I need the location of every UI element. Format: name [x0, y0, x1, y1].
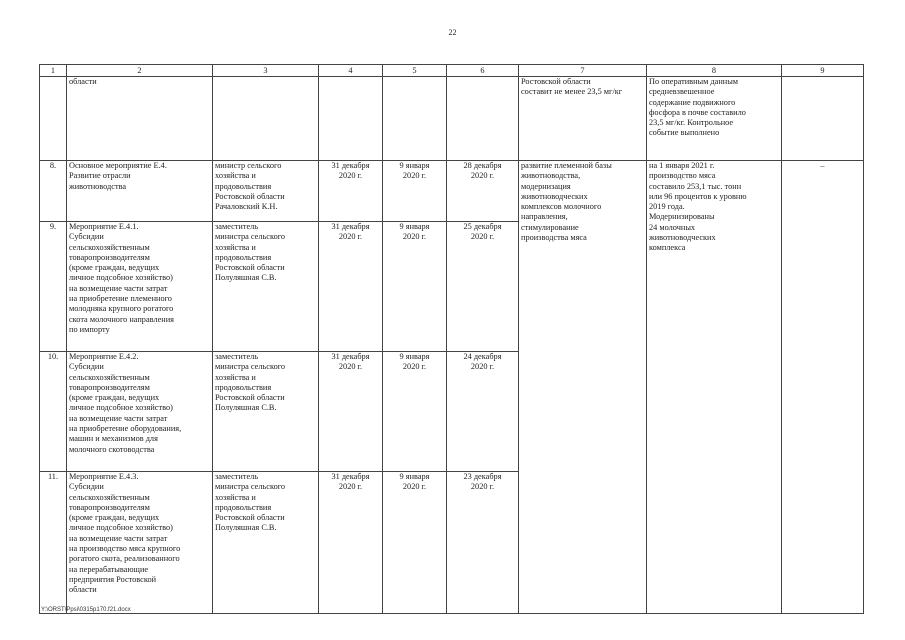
responsible-person: министр сельского хозяйства и продовольствия Ростовской области Рачаловский К.Н.: [215, 161, 285, 212]
activity-name: Мероприятие Е.4.3. Субсидии сельскохозяйственным товаропроизводителям (кроме граждан, ведущих личное подсобное хозяйство) на возмещение части затрат на производство мяса крупного рогатого скота, реализованного на перерабатывающие предприятия Ростовской области: [69, 472, 181, 595]
table-header-row: [40, 65, 864, 77]
actual-start-date: 9 января 2020 г.: [399, 161, 430, 181]
header-col-7: 7: [519, 65, 647, 77]
header-col-4: 4: [319, 65, 383, 77]
merged-expected-result: развитие племенной базы животноводства, модернизация животноводческих комплексов молочного направления, стимулирование производства мяса: [521, 161, 612, 243]
plan-end-date: 31 декабря 2020 г.: [331, 352, 370, 372]
header-col-1: 1: [40, 65, 67, 77]
row-number: 9.: [40, 222, 67, 352]
report-table: [39, 64, 864, 614]
header-col-3: 3: [213, 65, 319, 77]
actual-end-date: 24 декабря 2020 г.: [463, 352, 502, 372]
actual-start-date: 9 января 2020 г.: [399, 472, 430, 492]
actual-end-date: 23 декабря 2020 г.: [463, 472, 502, 492]
responsible-person: заместитель министра сельского хозяйства и продовольствия Ростовской области Полуляшная С.В.: [215, 222, 286, 283]
actual-end-date: 25 декабря 2020 г.: [463, 222, 502, 242]
merged-actual-result: на 1 января 2021 г. производство мяса составило 253,1 тыс. тонн или 96 процентов к уровню 2019 года. Модернизированы 24 молочных животноводческих комплекса: [649, 161, 747, 253]
header-col-5: 5: [383, 65, 447, 77]
activity-name: Мероприятие Е.4.2. Субсидии сельскохозяйственным товаропроизводителям (кроме граждан, ведущих личное подсобное хозяйство) на возмещение части затрат на приобретение оборудования, машин и механизмов для молочного скотоводства: [69, 352, 182, 454]
header-col-6: 6: [447, 65, 519, 77]
row-number: 11.: [40, 472, 67, 614]
header-col-9: 9: [782, 65, 864, 77]
row0-name: области: [69, 77, 97, 86]
responsible-person: заместитель министра сельского хозяйства и продовольствия Ростовской области Полуляшная С.В.: [215, 472, 286, 533]
merged-deviation: –: [820, 161, 825, 170]
plan-end-date: 31 декабря 2020 г.: [331, 161, 370, 181]
table-row: [40, 161, 864, 222]
actual-start-date: 9 января 2020 г.: [399, 222, 430, 242]
activity-name: Основное мероприятие Е.4. Развитие отрасли животноводства: [69, 161, 167, 191]
row-number: 8.: [40, 161, 67, 222]
actual-start-date: 9 января 2020 г.: [399, 352, 430, 372]
activity-name: Мероприятие Е.4.1. Субсидии сельскохозяйственным товаропроизводителям (кроме граждан, ведущих личное подсобное хозяйство) на возмещение части затрат на приобретение племенного молодняка крупного рогатого скота молочного направления по импорту: [69, 222, 174, 334]
table-row-continuation: [40, 77, 864, 161]
row0-expected-result: Ростовской области составит не менее 23,5 мг/кг: [521, 77, 623, 97]
actual-end-date: 28 декабря 2020 г.: [463, 161, 502, 181]
row0-actual-result: По оперативным данным средневзвешенное содержание подвижного фосфора в почве составило 23,5 мг/кг. Контрольное событие выполнено: [649, 77, 746, 138]
responsible-person: заместитель министра сельского хозяйства и продовольствия Ростовской области Полуляшная С.В.: [215, 352, 286, 413]
header-col-8: 8: [647, 65, 782, 77]
row-number: 10.: [40, 352, 67, 472]
page-number: 22: [448, 28, 457, 37]
header-col-2: 2: [67, 65, 213, 77]
plan-end-date: 31 декабря 2020 г.: [331, 222, 370, 242]
plan-end-date: 31 декабря 2020 г.: [331, 472, 370, 492]
file-path-footer: Y:\ORST\Ppsi\0315p170.f21.docx: [41, 607, 131, 613]
